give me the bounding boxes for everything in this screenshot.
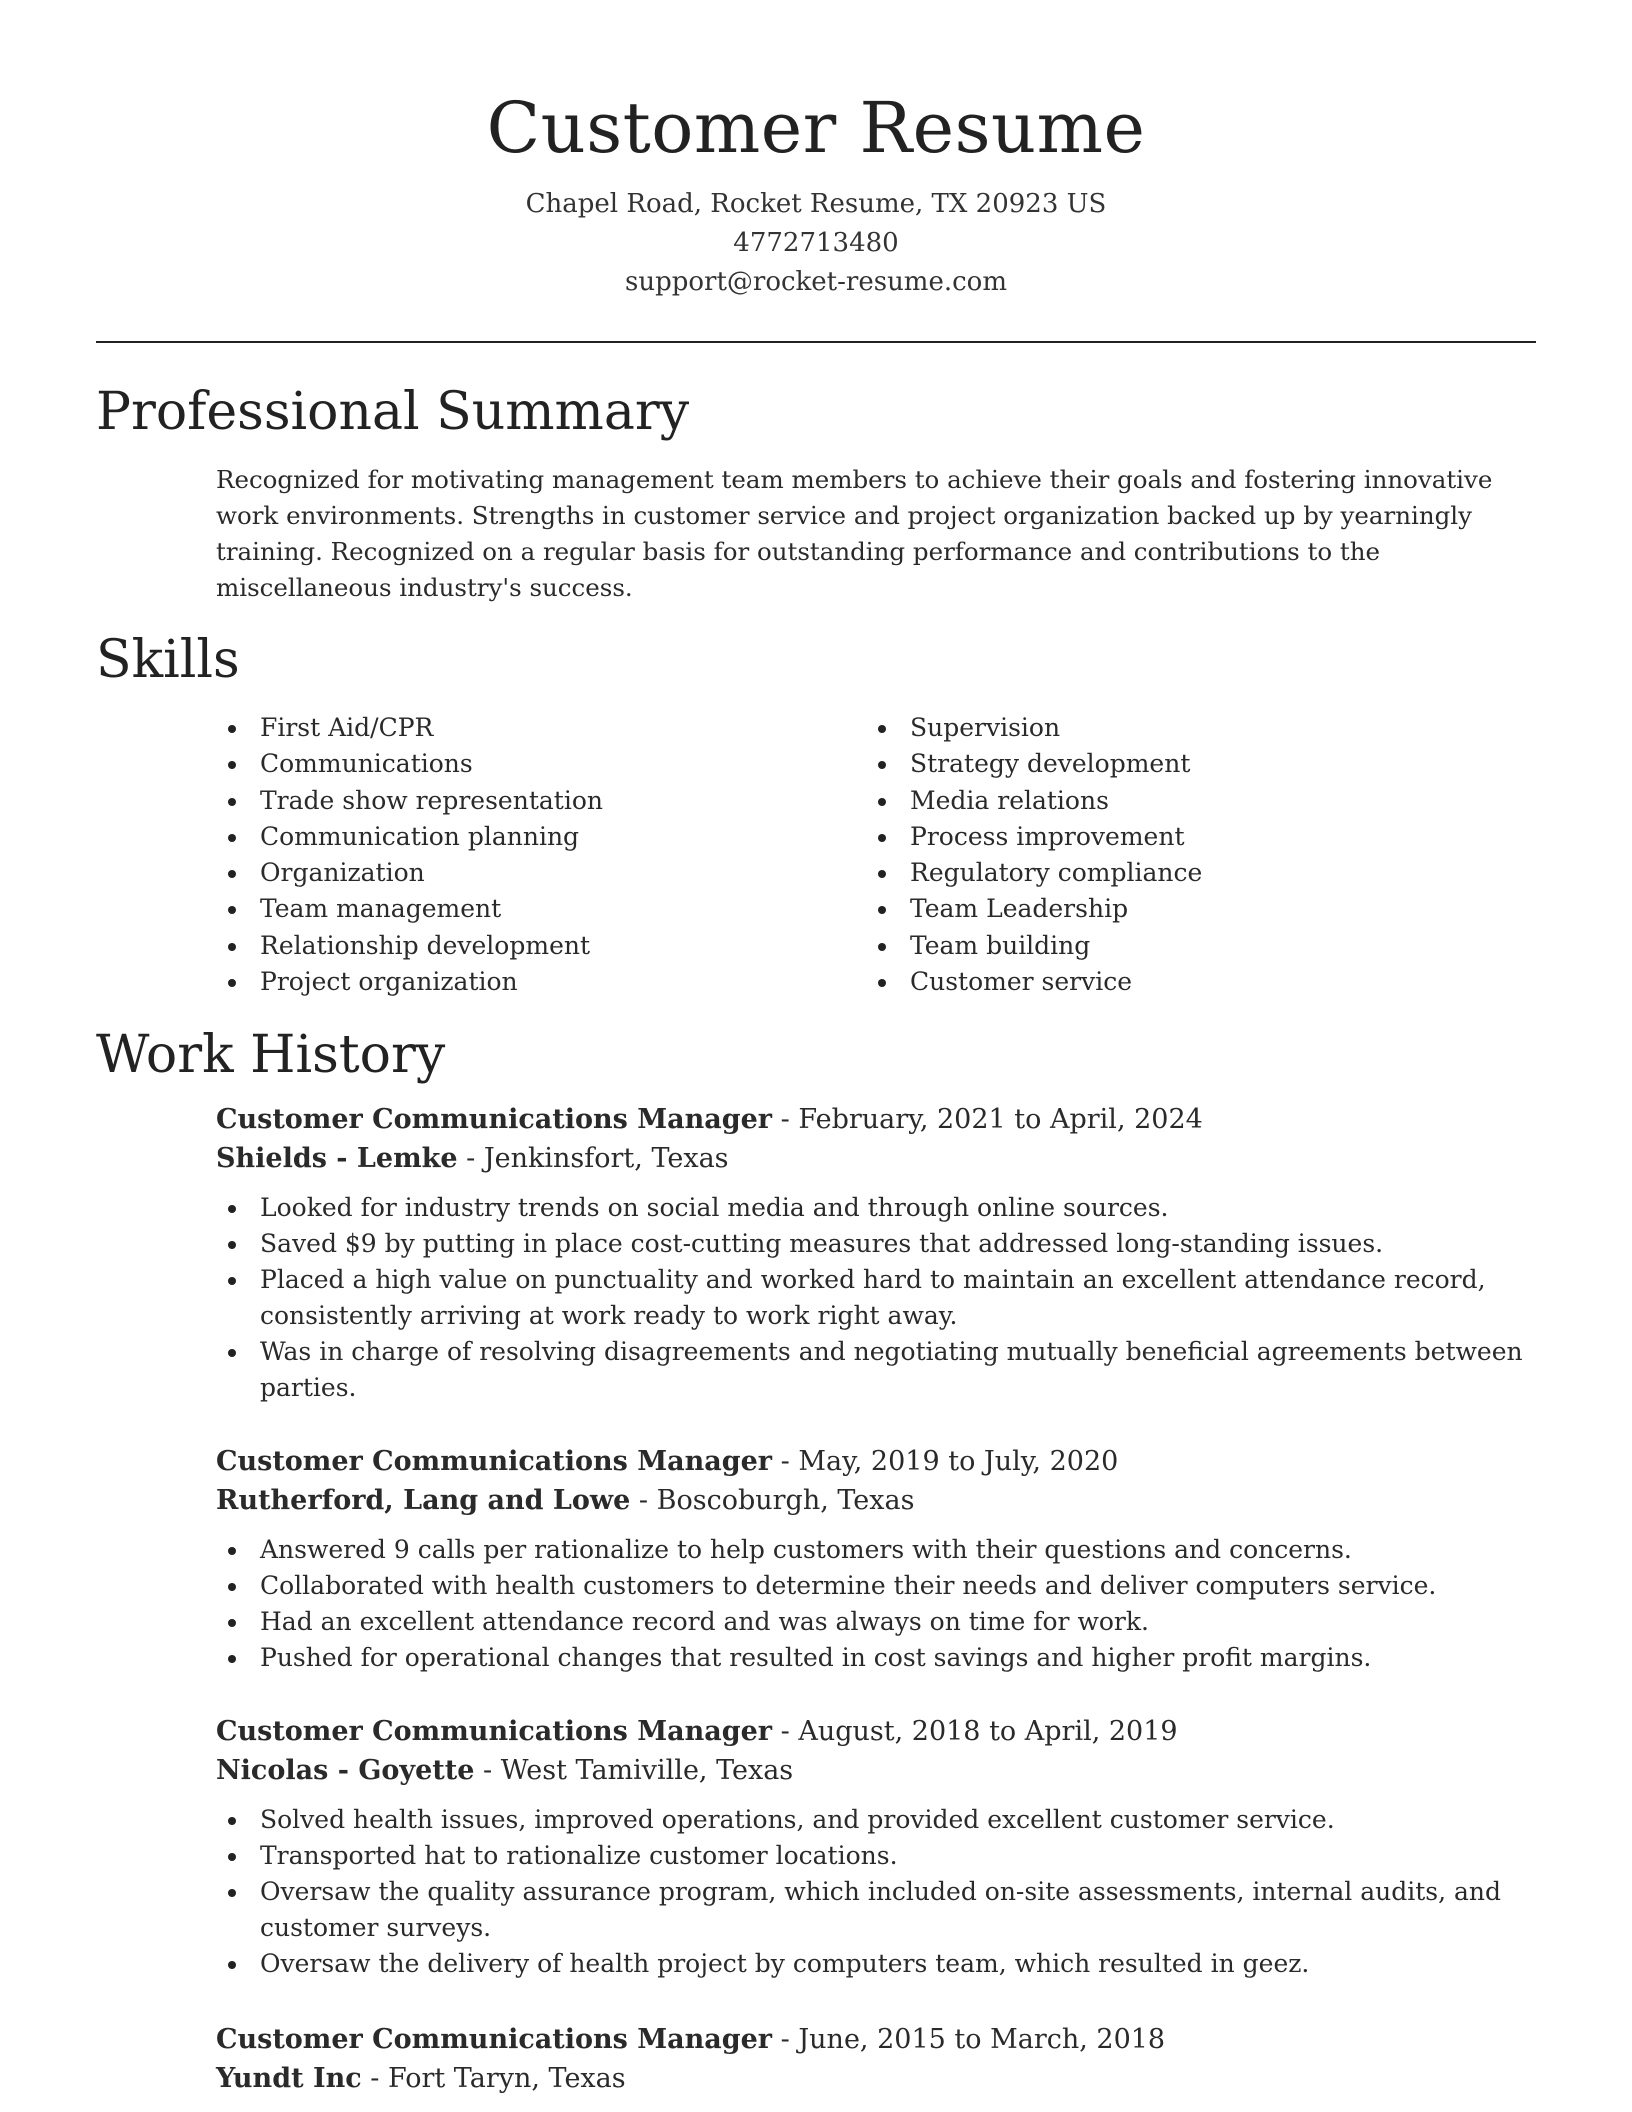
summary-heading: Professional Summary [96, 382, 690, 442]
job-title-line [216, 2020, 1546, 2059]
skill-item: Organization [216, 855, 603, 891]
job-bullets [216, 1532, 1546, 1676]
job-title: Customer Communications Manager [216, 1716, 773, 1747]
job-company: Yundt Inc [216, 2063, 362, 2094]
job-company: Nicolas - Goyette [216, 1755, 475, 1786]
job-bullet: Was in charge of resolving disagreements and negotiating mutually beneficial agreements between parties. [216, 1334, 1546, 1406]
title-separator: - [780, 1716, 799, 1747]
job-location: Fort Taryn, Texas [387, 2063, 626, 2094]
skill-item: Media relations [866, 783, 1202, 819]
job-location: West Tamiville, Texas [500, 1755, 794, 1786]
skills-heading: Skills [96, 630, 240, 690]
job-bullet: Answered 9 calls per rationalize to help customers with their questions and concerns. [216, 1532, 1546, 1568]
job-bullet: Collaborated with health customers to determine their needs and deliver computers service. [216, 1568, 1546, 1604]
contact-phone: 4772713480 [733, 228, 899, 258]
company-separator: - [466, 1143, 484, 1174]
job-company-line [216, 1139, 1546, 1178]
job-bullet: Had an excellent attendance record and was always on time for work. [216, 1604, 1546, 1640]
job-bullet: Pushed for operational changes that resulted in cost savings and higher profit margins. [216, 1640, 1546, 1676]
skill-item: Supervision [866, 710, 1202, 746]
job-entry [216, 2020, 1546, 2098]
job-bullet: Looked for industry trends on social media and through online sources. [216, 1190, 1546, 1226]
job-bullet: Transported hat to rationalize customer locations. [216, 1838, 1546, 1874]
company-separator: - [370, 2063, 388, 2094]
skills-list-right [866, 710, 1202, 1000]
job-company-line [216, 1751, 1546, 1790]
summary-text: Recognized for motivating management team members to achieve their goals and fostering innovative work environments. Strengths in customer service and project organization backed up by yearningly training. Recognized on a regular basis for outstanding performance and contributions to the miscellaneous industry's success. [216, 465, 1493, 602]
title-separator: - [780, 1104, 799, 1135]
resume-header [96, 80, 1536, 302]
job-title-line [216, 1100, 1546, 1139]
skill-item: Process improvement [866, 819, 1202, 855]
skill-item: Strategy development [866, 746, 1202, 782]
job-title-line [216, 1712, 1546, 1751]
job-company-line [216, 1481, 1546, 1520]
job-dates: May, 2019 to July, 2020 [798, 1446, 1119, 1477]
job-title: Customer Communications Manager [216, 1104, 773, 1135]
skill-item: Team Leadership [866, 891, 1202, 927]
skill-item: Project organization [216, 964, 603, 1000]
job-bullet: Placed a high value on punctuality and worked hard to maintain an excellent attendance record, consistently arriving at work ready to work right away. [216, 1262, 1546, 1334]
job-bullet: Saved $9 by putting in place cost-cutting measures that addressed long-standing issues. [216, 1226, 1546, 1262]
candidate-name: Customer Resume [486, 87, 1146, 169]
job-location: Jenkinsfort, Texas [483, 1143, 729, 1174]
job-bullet: Solved health issues, improved operations, and provided excellent customer service. [216, 1802, 1546, 1838]
company-separator: - [638, 1485, 657, 1516]
header-divider [96, 341, 1536, 343]
contact-address: Chapel Road, Rocket Resume, TX 20923 US [525, 189, 1107, 219]
title-separator: - [780, 2024, 799, 2055]
skill-item: Communications [216, 746, 603, 782]
skill-item: Team management [216, 891, 603, 927]
job-location: Boscoburgh, Texas [656, 1485, 915, 1516]
job-entry [216, 1100, 1546, 1406]
skills-list-left [216, 710, 603, 1000]
job-company-line [216, 2059, 1546, 2098]
skill-item: Regulatory compliance [866, 855, 1202, 891]
skill-item: First Aid/CPR [216, 710, 603, 746]
skill-item: Relationship development [216, 928, 603, 964]
job-dates: February, 2021 to April, 2024 [798, 1104, 1203, 1135]
job-dates: August, 2018 to April, 2019 [798, 1716, 1178, 1747]
work-history-heading: Work History [96, 1025, 446, 1085]
job-title: Customer Communications Manager [216, 1446, 773, 1477]
job-title: Customer Communications Manager [216, 2024, 773, 2055]
job-company: Shields - Lemke [216, 1143, 458, 1174]
job-company: Rutherford, Lang and Lowe [216, 1485, 631, 1516]
job-title-line [216, 1442, 1546, 1481]
contact-email: support@rocket-resume.com [624, 267, 1007, 297]
job-entry [216, 1712, 1546, 1982]
job-dates: June, 2015 to March, 2018 [798, 2024, 1166, 2055]
job-entry [216, 1442, 1546, 1676]
skill-item: Customer service [866, 964, 1202, 1000]
title-separator: - [780, 1446, 799, 1477]
job-bullets [216, 1802, 1546, 1982]
job-bullet: Oversaw the delivery of health project by computers team, which resulted in geez. [216, 1946, 1546, 1982]
job-bullet: Oversaw the quality assurance program, which included on-site assessments, internal audits, and customer surveys. [216, 1874, 1546, 1946]
skill-item: Team building [866, 928, 1202, 964]
job-bullets [216, 1190, 1546, 1406]
skill-item: Communication planning [216, 819, 603, 855]
skill-item: Trade show representation [216, 783, 603, 819]
company-separator: - [483, 1755, 501, 1786]
